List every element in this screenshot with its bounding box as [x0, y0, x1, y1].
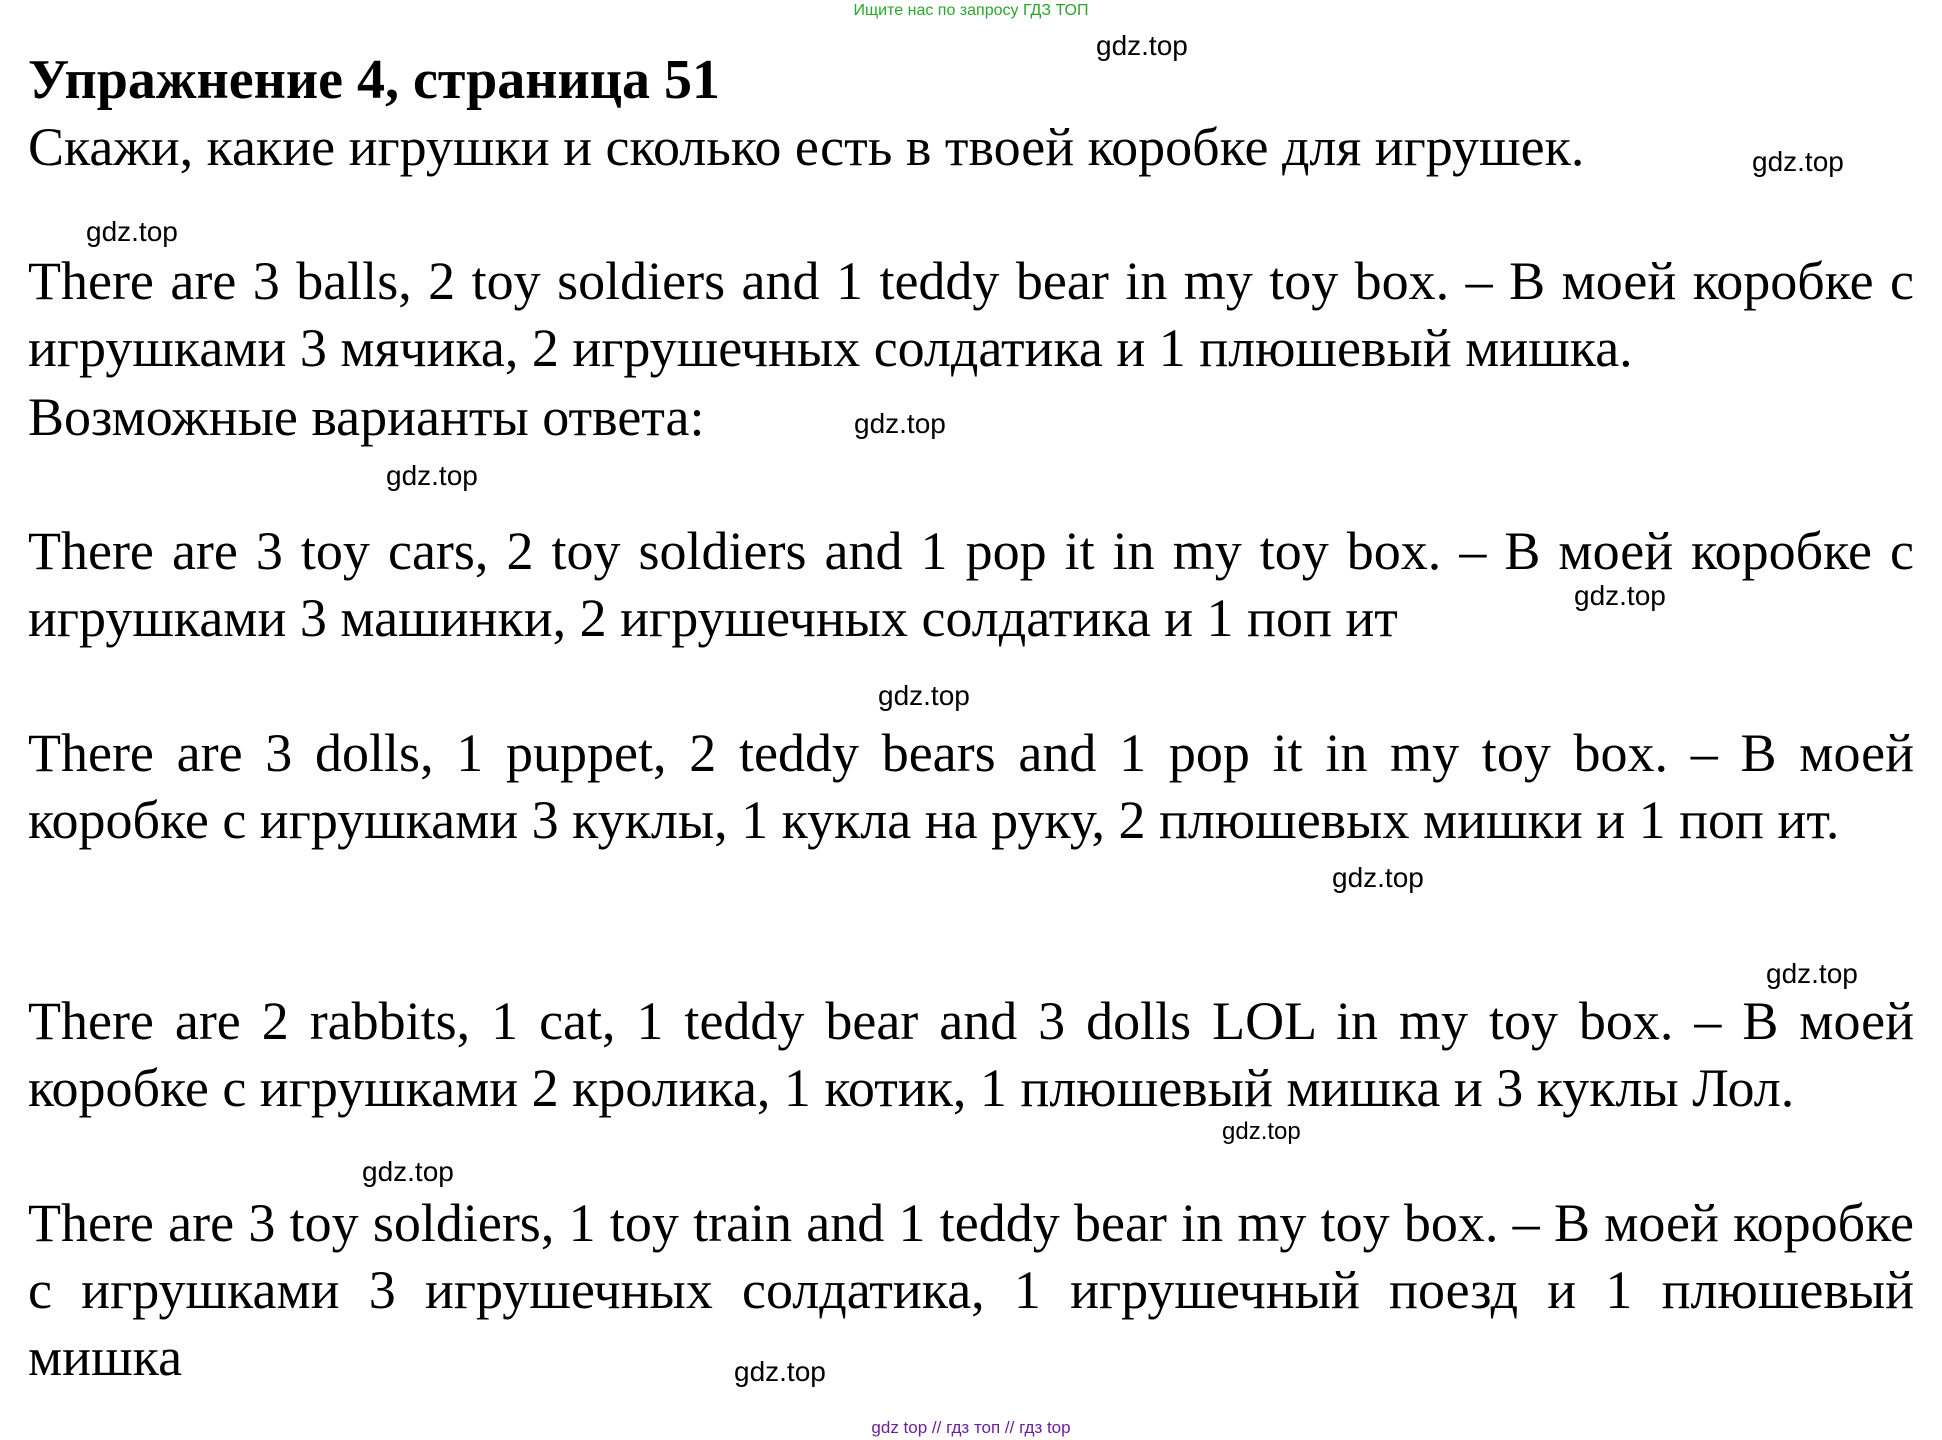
answer-2: There are 3 toy cars, 2 toy soldiers and 1 pop it in my toy box. – В моей коробке с игрушками 3 машинки, 2 игрушечных солдатика и 1 поп ит: [28, 521, 1914, 648]
answer-4: There are 2 rabbits, 1 cat, 1 teddy bear and 3 dolls LOL in my toy box. – В моей коробке с игрушками 2 кролика, 1 котик, 1 плюшевый мишка и 3 куклы Лол.: [28, 991, 1914, 1118]
answer-1: There are 3 balls, 2 toy soldiers and 1 teddy bear in my toy box. – В моей коробке с игрушками 3 мячика, 2 игрушечных солдатика и 1 плюшевый мишка.: [28, 251, 1914, 378]
watermark: gdz.top: [1766, 958, 1858, 989]
answer-5: There are 3 toy soldiers, 1 toy train and 1 teddy bear in my toy box. – В моей коробке с игрушками 3 игрушечных солдатика, 1 игрушечный поезд и 1 плюшевый мишка: [28, 1193, 1914, 1387]
watermark: gdz.top: [1096, 30, 1188, 61]
top-banner: Ищите нас по запросу ГДЗ ТОП: [853, 2, 1089, 19]
variants-label: Возможные варианты ответа:: [28, 387, 705, 447]
watermark: gdz.top: [854, 408, 946, 439]
watermark: gdz.top: [1332, 862, 1424, 893]
watermark: gdz.top: [1752, 146, 1844, 177]
watermark: gdz.top: [878, 680, 970, 711]
answer-3: There are 3 dolls, 1 puppet, 2 teddy bears and 1 pop it in my toy box. – В моей коробке с игрушками 3 куклы, 1 кукла на руку, 2 плюшевых мишки и 1 поп ит.: [28, 723, 1914, 850]
watermark: gdz.top: [1574, 580, 1666, 611]
task-text: Скажи, какие игрушки и сколько есть в твоей коробке для игрушек.: [28, 117, 1585, 177]
watermark: gdz.top: [86, 216, 178, 247]
watermark: gdz.top: [1222, 1118, 1301, 1145]
watermark: gdz.top: [386, 460, 478, 491]
footer: gdz top // гдз топ // гдз top: [871, 1418, 1071, 1437]
exercise-title: Упражнение 4, страница 51: [28, 49, 721, 111]
watermark: gdz.top: [734, 1356, 826, 1387]
watermark: gdz.top: [362, 1156, 454, 1187]
